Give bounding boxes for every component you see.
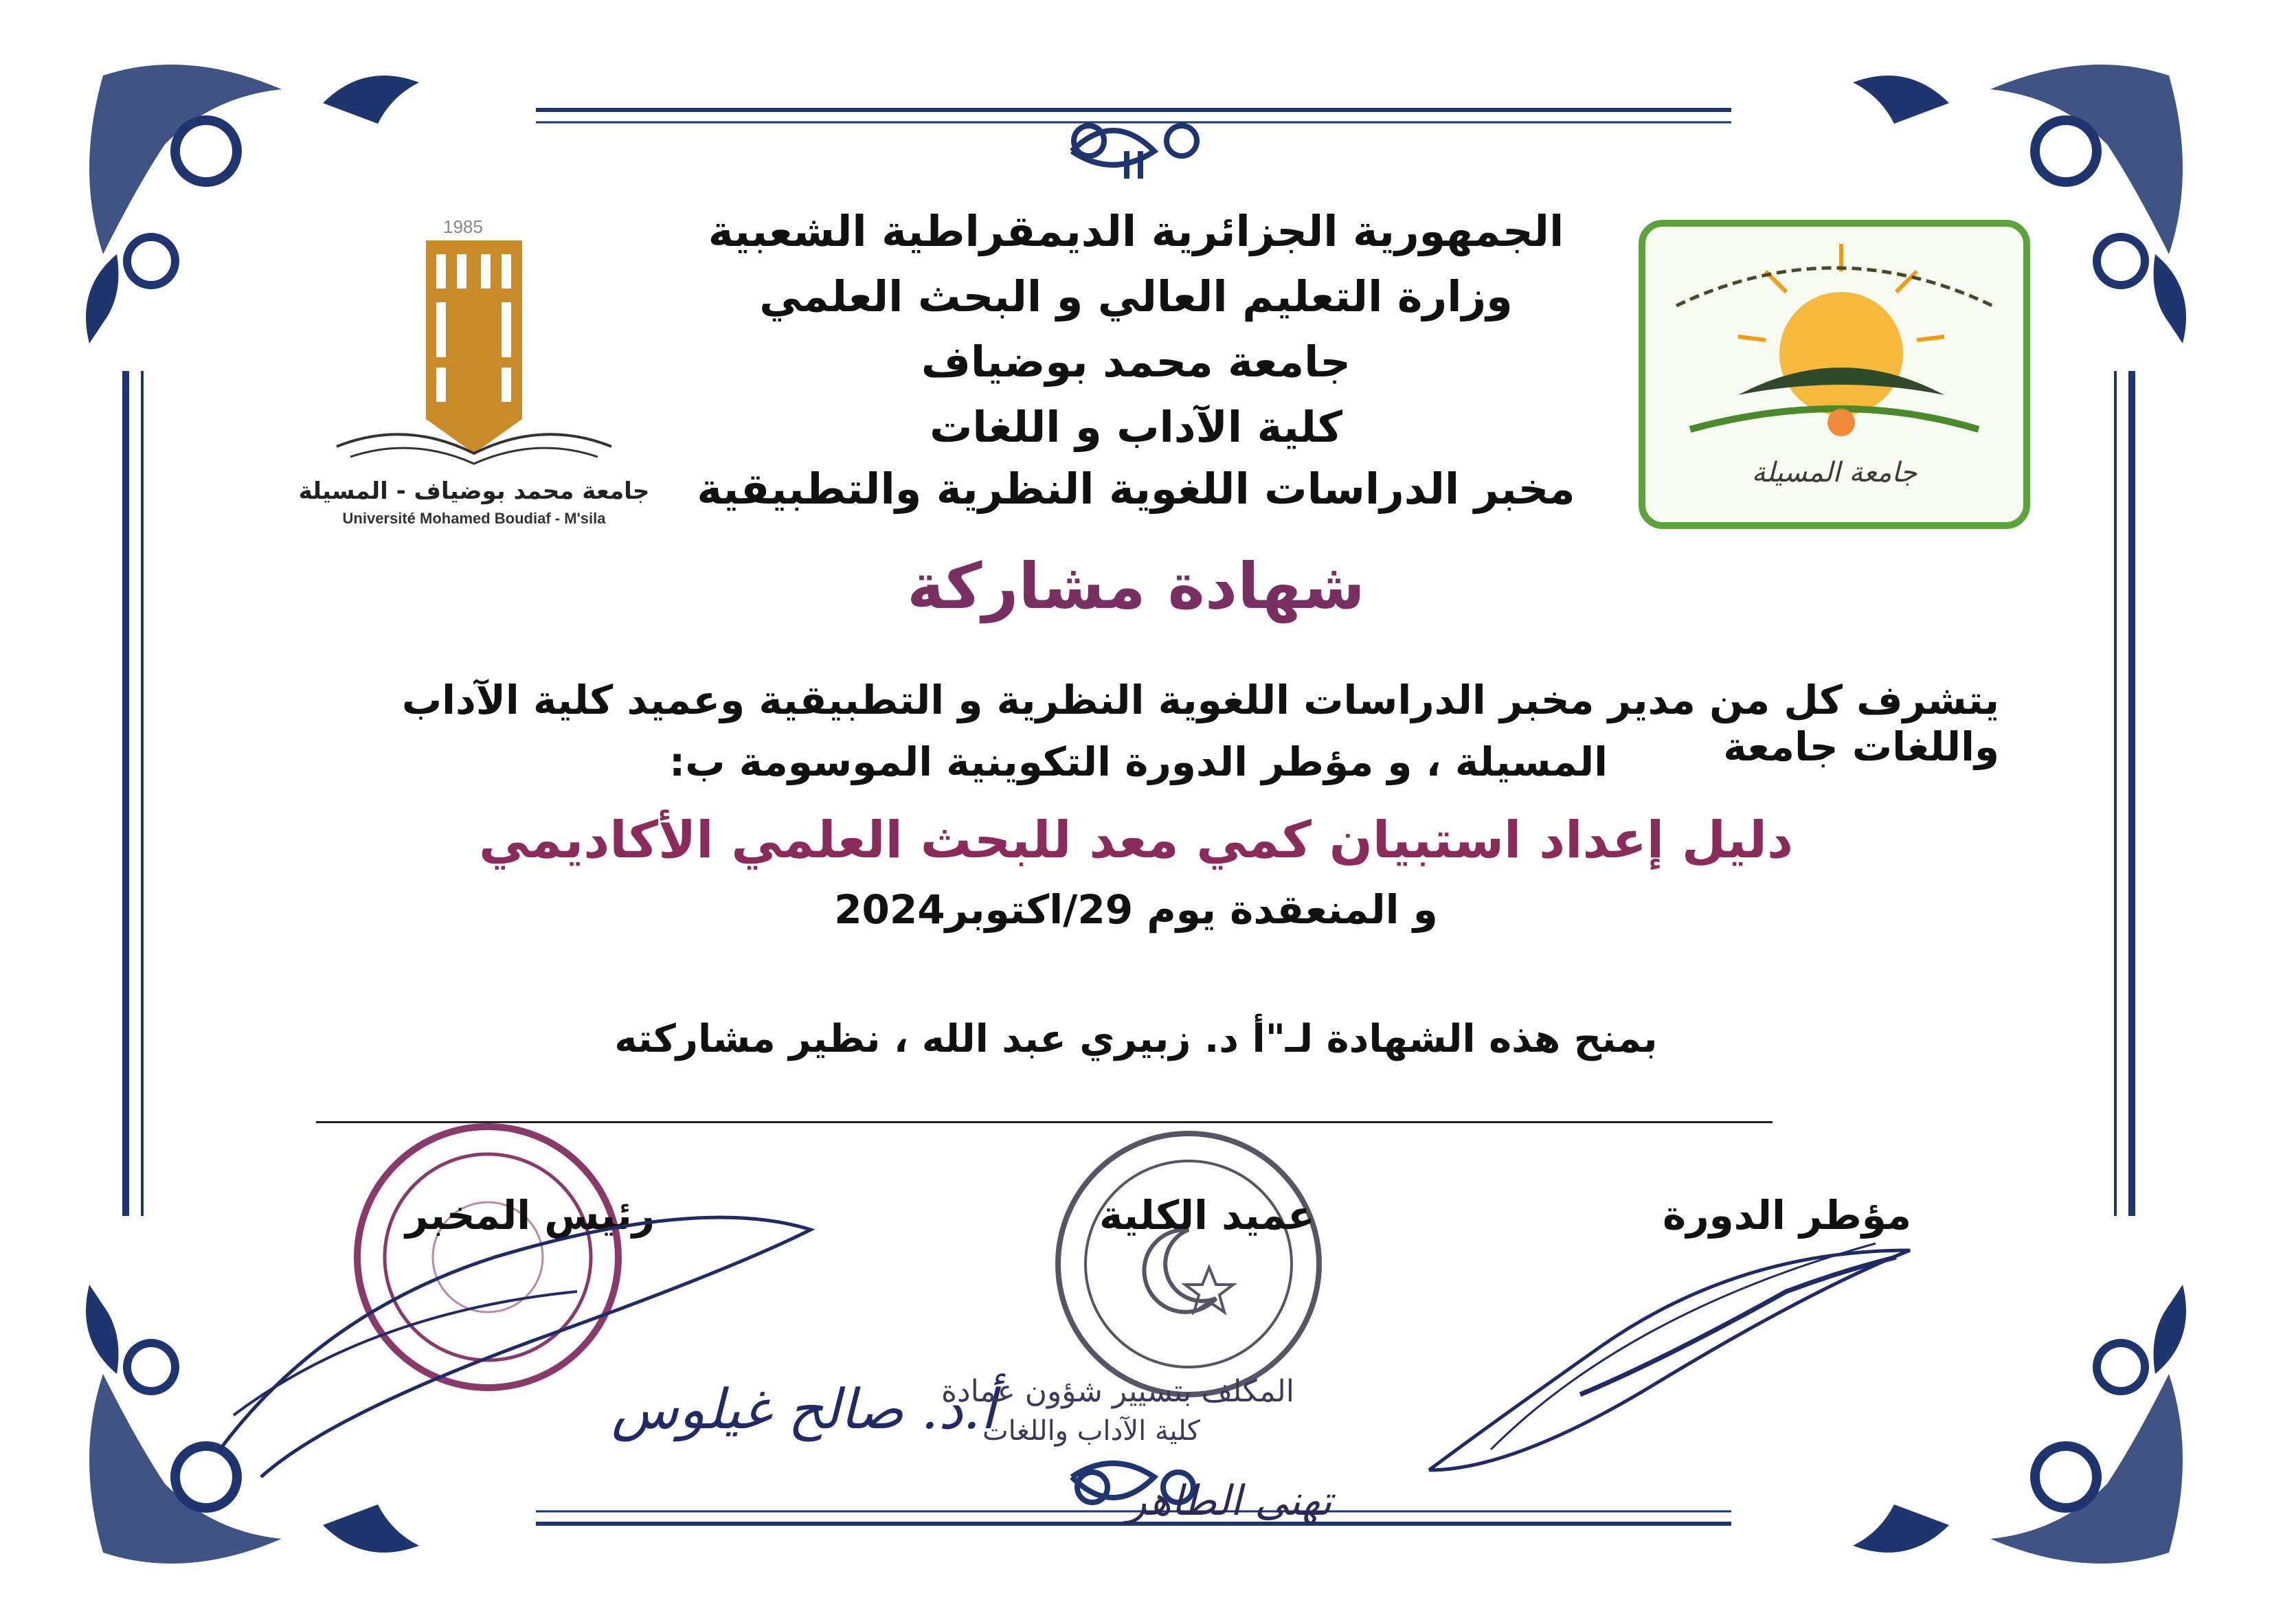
course-title: دليل إعداد استبيان كمي معد للبحث العلمي الأكاديمي [479,811,1793,870]
top-scroll-ornament [1072,126,1197,179]
intro-line-2: المسيلة ، و مؤطر الدورة التكوينية الموسومة ب: [669,738,1608,785]
dean-title: عميد الكلية [1099,1192,1315,1239]
lab-head-signature-strokes [206,1209,824,1484]
course-date: و المنعقدة يوم 29/اكتوبر2024 [834,886,1438,933]
lab-head-signature: أ.د. صالح غيلوس [611,1377,996,1441]
organizer-signature-strokes [1408,1223,1958,1498]
dean-stamp-line-1: المكلف بتسيير شؤون عمادة [941,1374,1294,1409]
dean-stamp [1044,1120,1333,1408]
lab-head-title: رئيس المخبر [405,1192,655,1239]
header-laboratory: مخبر الدراسات اللغوية النظرية والتطبيقية [697,464,1575,514]
dean-stamp-line-2: كلية الآداب واللغات [982,1415,1200,1447]
lab-logo-caption: جامعة المسيلة [1751,457,1917,488]
header-ministry: وزارة التعليم العالي و البحث العلمي [759,271,1513,322]
header-faculty: كلية الآداب و اللغات [930,402,1342,452]
certificate-title: شهادة مشاركة [907,550,1365,623]
header-republic: الجمهورية الجزائرية الديمقراطية الشعبية [708,206,1564,256]
intro-line-1: يتشرف كل من مدير مخبر الدراسات اللغوية النظرية و التطبيقية وعميد كلية الآداب واللغات جامعة [401,677,1999,770]
dean-signature: تهني الطاهر [1127,1477,1332,1525]
university-founding-year: 1985 [443,216,483,237]
organizer-title: مؤطر الدورة [1663,1192,1912,1239]
header-university: جامعة محمد بوضياف [921,337,1351,387]
grant-statement: بمنح هذه الشهادة لـ"أ د. زبيري عبد الله ، نظير مشاركته [614,1017,1658,1061]
university-name-french: Université Mohamed Boudiaf - M'sila [342,510,606,527]
university-name-arabic: جامعة محمد بوضياف - المسيلة [298,477,650,505]
